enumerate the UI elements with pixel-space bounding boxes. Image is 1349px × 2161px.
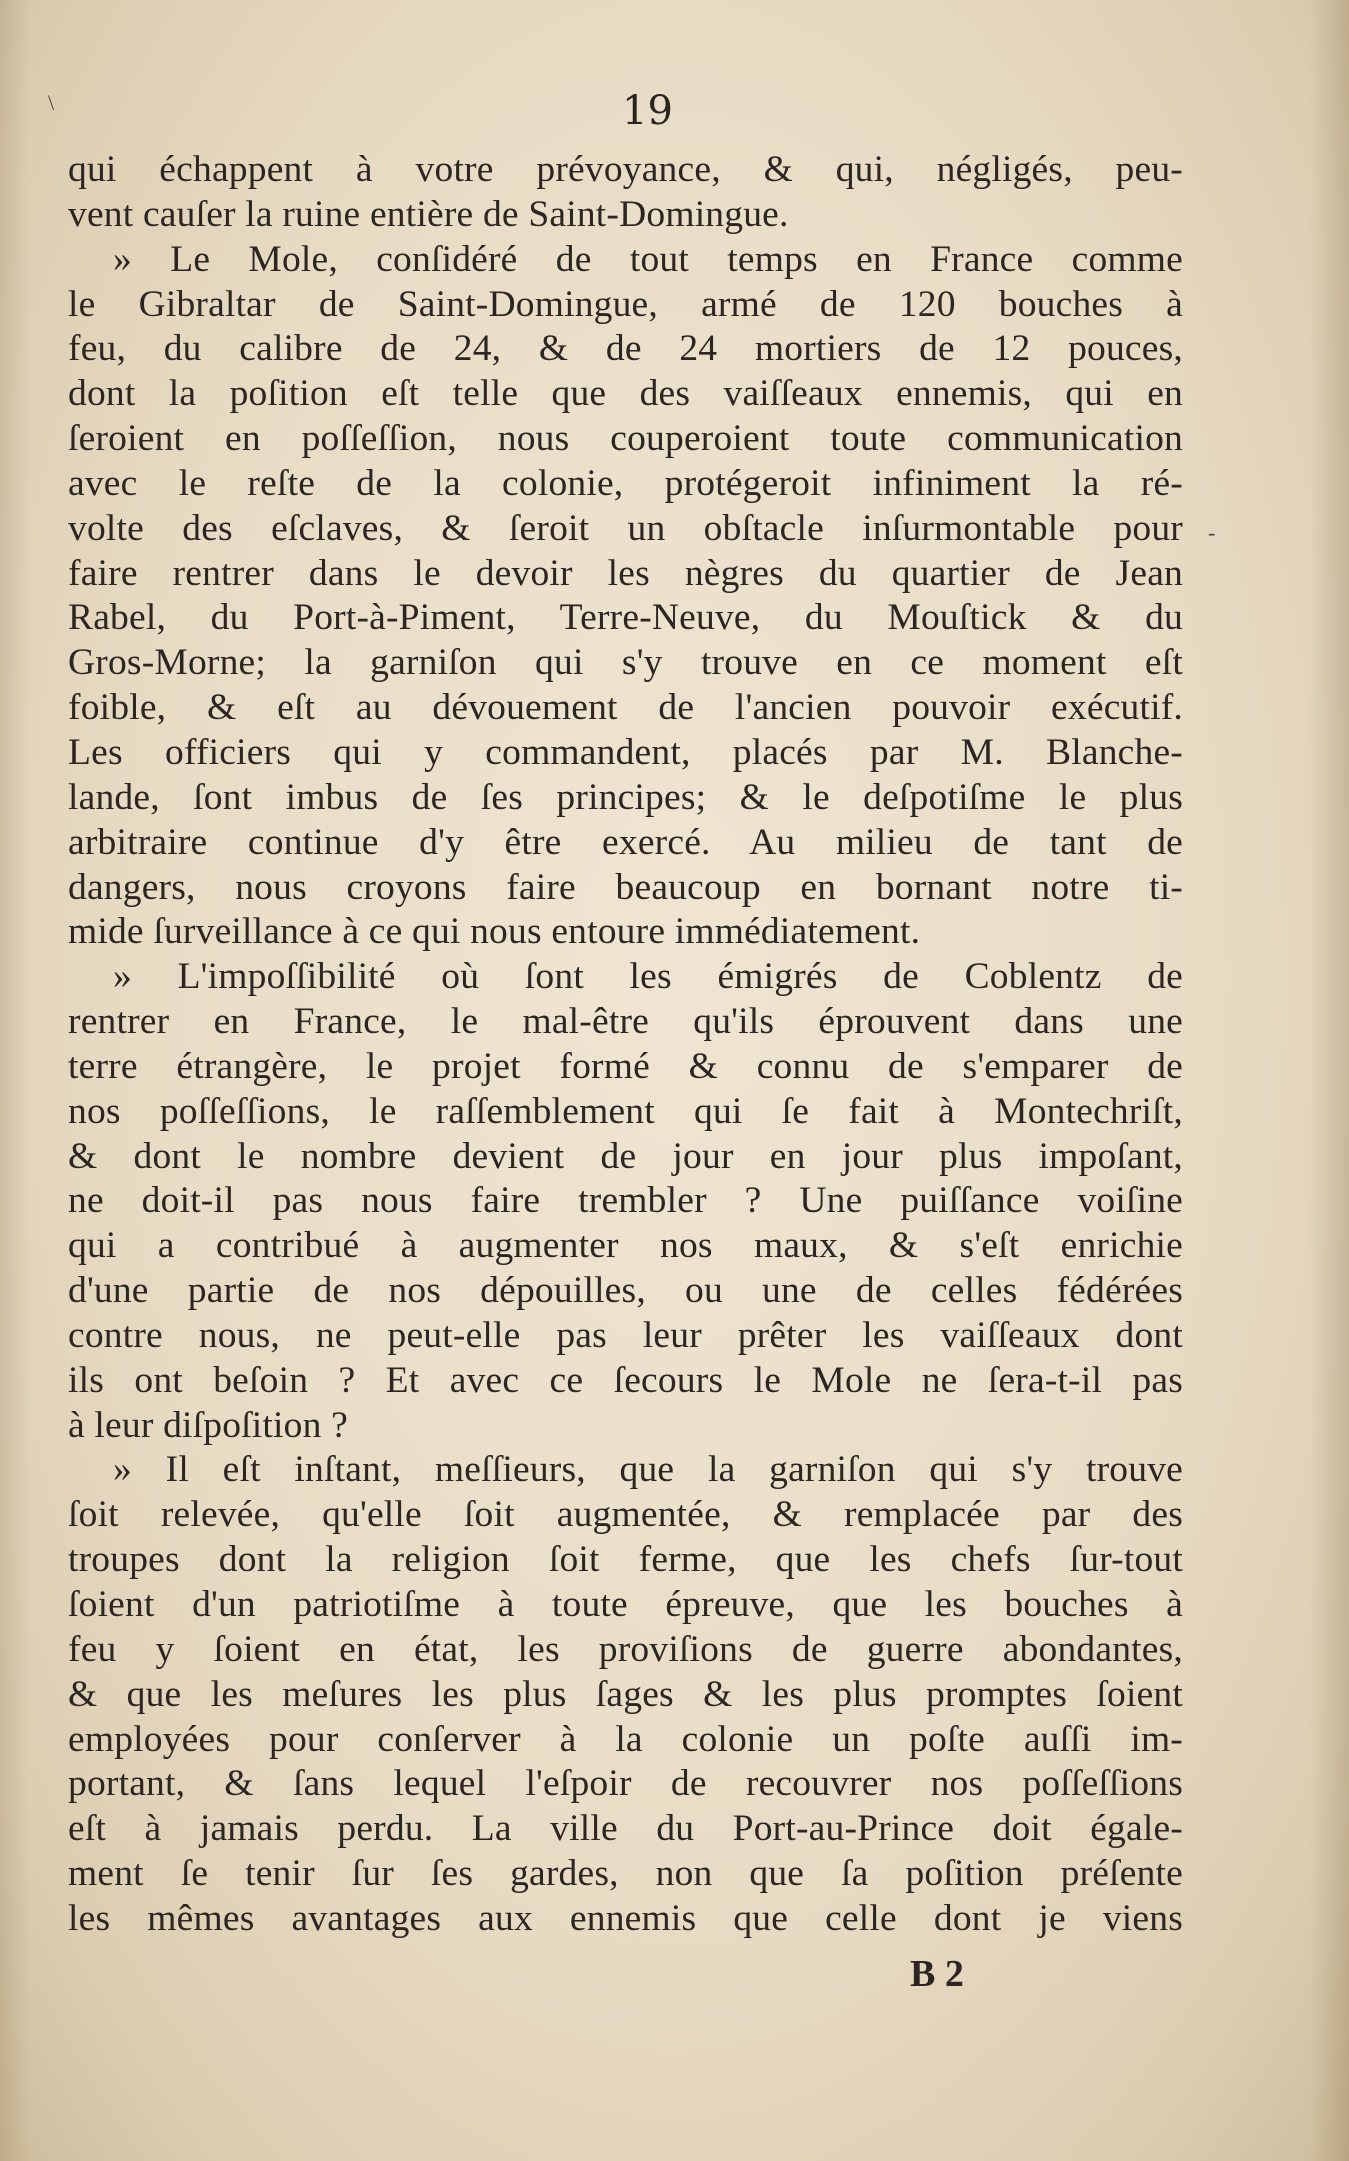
text-line: ſoit relevée, qu'elle ſoit augmentée, & remplacée par des [68,1494,1183,1536]
text-line: contre nous, ne peut-elle pas leur prêter les vaiſſeaux dont [68,1314,1183,1356]
text-line: dangers, nous croyons faire beaucoup en bornant notre ti- [68,866,1183,908]
text-line: terre étrangère, le projet formé & connu de s'emparer de [68,1045,1183,1087]
text-line: eſt à jamais perdu. La ville du Port-au-Prince doit égale- [68,1808,1183,1850]
body-text [68,148,1183,1942]
ink-speck: - [1208,520,1216,545]
text-line: les mêmes avantages aux ennemis que celle dont je viens [68,1897,1183,1939]
text-line: vent cauſer la ruine entière de Saint-Domingue. [68,193,789,235]
text-line: Gros-Morne; la garniſon qui s'y trouve en ce moment eſt [68,642,1183,684]
text-line: ſoient d'un patriotiſme à toute épreuve, que les bouches à [68,1584,1183,1625]
text-line: ils ont beſoin ? Et avec ce ſecours le Mole ne ſera-t-il pas [68,1359,1183,1401]
text-line: feu, du calibre de 24, & de 24 mortiers de 12 pouces, [68,328,1183,370]
text-line: arbitraire continue d'y être exercé. Au milieu de tant de [68,821,1183,863]
text-line: Rabel, du Port-à-Piment, Terre-Neuve, du Mouſtick & du [68,597,1183,639]
text-line: & que les meſures les plus ſages & les plus promptes ſoient [68,1673,1183,1715]
text-line: qui a contribué à augmenter nos maux, & s'eſt enrichie [68,1225,1183,1267]
page-edge-right [1309,0,1349,2161]
text-line: à leur diſpoſition ? [68,1404,348,1446]
page-edge-left [0,0,30,2161]
text-line: troupes dont la religion ſoit ferme, que les chefs ſur-tout [68,1539,1183,1581]
text-line: portant, & ſans lequel l'eſpoir de recouvrer nos poſſeſſions [68,1763,1183,1805]
text-line: mide ſurveillance à ce qui nous entoure immédiatement. [68,911,921,953]
text-line: ne doit-il pas nous faire trembler ? Une puiſſance voiſine [68,1180,1183,1222]
text-line: feu y ſoient en état, les proviſions de guerre abondantes, [68,1628,1183,1670]
text-line: volte des eſclaves, & ſeroit un obſtacle inſurmontable pour [68,507,1183,549]
text-line: Les officiers qui y commandent, placés par M. Blanche- [68,731,1183,773]
text-line: faire rentrer dans le devoir les nègres du quartier de Jean [68,552,1183,594]
text-line: » Il eſt inſtant, meſſieurs, que la garniſon qui s'y trouve [113,1449,1183,1491]
ink-speck: \ [48,90,55,115]
text-line: rentrer en France, le mal-être qu'ils éprouvent dans une [68,1001,1183,1043]
text-line: d'une partie de nos dépouilles, ou une de celles fédérées [68,1270,1183,1312]
text-line: dont la poſition eſt telle que des vaiſſeaux ennemis, qui en [68,373,1183,415]
text-line: & dont le nombre devient de jour en jour plus impoſant, [68,1135,1183,1177]
page-number: 19 [622,88,673,134]
text-line: ſeroient en poſſeſſion, nous couperoient toute communication [68,418,1183,460]
text-line: employées pour conſerver à la colonie un poſte auſſi im- [68,1718,1183,1760]
text-line: nos poſſeſſions, le raſſemblement qui ſe fait à Montechriſt, [68,1090,1183,1132]
text-line: le Gibraltar de Saint-Domingue, armé de 120 bouches à [68,283,1183,325]
text-line: » L'impoſſibilité où ſont les émigrés de Coblentz de [113,956,1183,998]
text-line: ment ſe tenir ſur ſes gardes, non que ſa poſition préſente [68,1853,1183,1895]
text-line: foible, & eſt au dévouement de l'ancien pouvoir exécutif. [68,687,1183,729]
signature-mark: B 2 [910,1953,964,1995]
text-line: qui échappent à votre prévoyance, & qui, négligés, peu- [68,149,1183,190]
text-line: avec le reſte de la colonie, protégeroit infiniment la ré- [68,462,1183,504]
text-line: lande, ſont imbus de ſes principes; & le deſpotiſme le plus [68,776,1183,818]
text-line: » Le Mole, conſidéré de tout temps en France comme [113,238,1183,280]
